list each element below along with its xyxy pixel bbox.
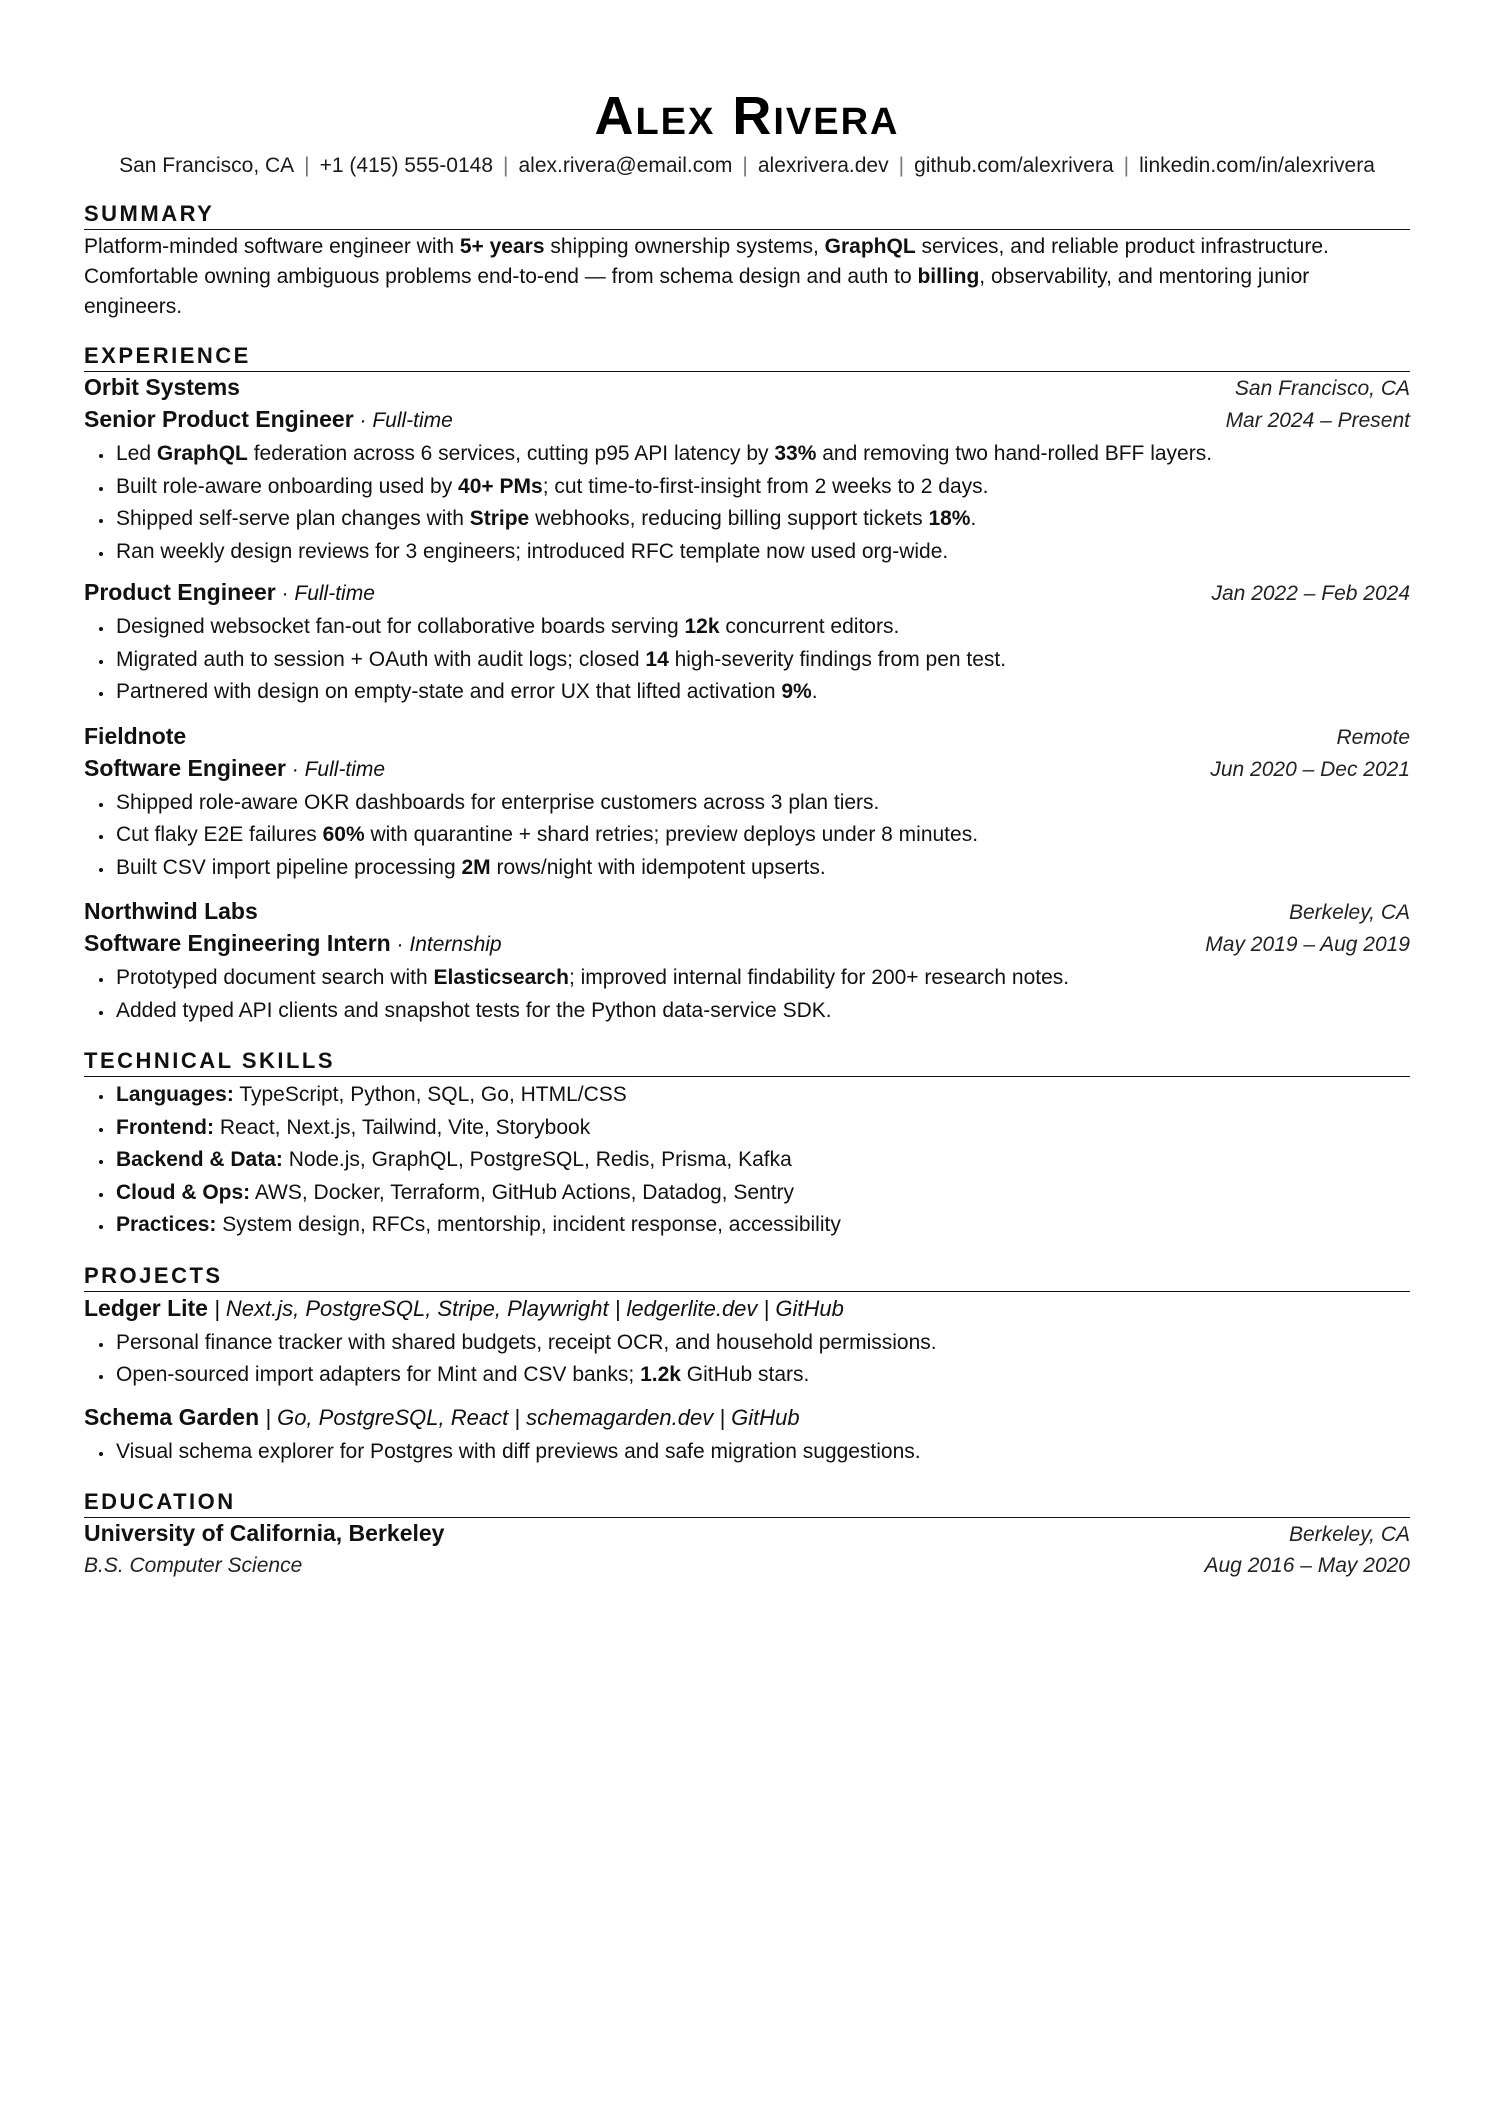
role-bullets xyxy=(84,438,1410,568)
skills-section xyxy=(84,1047,1410,1242)
text-run: Ran weekly design reviews for 3 engineers; introduced RFC template now used org-wide. xyxy=(116,539,949,563)
text-run: Built role-aware onboarding used by xyxy=(116,474,459,498)
text-run: federation across 6 services, cutting p95 API latency by xyxy=(247,442,775,465)
role-dates: May 2019 – Aug 2019 xyxy=(1205,933,1410,956)
degree: B.S. Computer Science xyxy=(84,1554,303,1577)
role-title-group xyxy=(84,753,385,785)
text-run: Led xyxy=(116,442,157,465)
skill-category: Languages: xyxy=(116,1083,234,1106)
org-header xyxy=(84,372,1410,404)
role-dates: Mar 2024 – Present xyxy=(1225,409,1410,432)
company-location: San Francisco, CA xyxy=(1234,377,1410,400)
section-title-skills: TECHNICAL SKILLS xyxy=(84,1047,1410,1077)
skill-values: TypeScript, Python, SQL, Go, HTML/CSS xyxy=(233,1083,627,1106)
bullet-item xyxy=(114,787,1410,820)
bullet-item xyxy=(114,611,1410,644)
projects-list xyxy=(84,1292,1410,1469)
text-run: webhooks, reducing billing support tickets xyxy=(529,507,929,530)
bold-text: 33% xyxy=(774,442,817,465)
skill-values: System design, RFCs, mentorship, incident response, accessibility xyxy=(216,1213,841,1236)
bold-text: 9% xyxy=(781,680,812,703)
project-meta: | Go, PostgreSQL, React | schemagarden.dev | GitHub xyxy=(259,1404,800,1430)
text-run: high-severity findings from pen test. xyxy=(668,647,1007,671)
bold-text: Elasticsearch xyxy=(433,966,569,989)
skill-values: Node.js, GraphQL, PostgreSQL, Redis, Prisma, Kafka xyxy=(282,1148,792,1171)
bold-text: 18% xyxy=(928,507,971,530)
role-title: Software Engineering Intern xyxy=(84,930,391,956)
employment-type: · Full-time xyxy=(275,582,375,605)
experience-org xyxy=(84,884,1410,1027)
contact-item: San Francisco, CA xyxy=(119,154,295,177)
company-location: Berkeley, CA xyxy=(1289,901,1410,924)
bullet-item xyxy=(114,962,1410,995)
role-bullets xyxy=(84,787,1410,885)
experience-org xyxy=(84,372,1410,709)
text-run: services, and reliable product infrastructure. Comfortable owning ambiguous problems end-to-end — from schema design and auth to xyxy=(84,235,1329,288)
contact-separator: | xyxy=(742,154,748,177)
education-detail xyxy=(84,1550,1410,1582)
role-header xyxy=(84,928,1410,960)
bold-text: 12k xyxy=(684,615,720,638)
company-location: Remote xyxy=(1336,725,1410,749)
project-bullets xyxy=(84,1327,1410,1392)
experience-list xyxy=(84,372,1410,1027)
text-run: and removing two hand-rolled BFF layers. xyxy=(816,442,1213,465)
school-location: Berkeley, CA xyxy=(1289,1523,1410,1546)
employment-type: · Internship xyxy=(390,933,502,956)
role-title: Senior Product Engineer xyxy=(84,406,354,432)
role-dates: Jan 2022 – Feb 2024 xyxy=(1211,582,1410,605)
contact-item: github.com/alexrivera xyxy=(914,154,1114,177)
bold-text: 60% xyxy=(322,823,365,846)
resume-content xyxy=(84,86,1410,1582)
bold-text: 2M xyxy=(461,855,491,879)
company-name: Orbit Systems xyxy=(84,374,240,400)
text-run: , observability, and mentoring junior engineers. xyxy=(84,265,1310,318)
section-title-education: EDUCATION xyxy=(84,1488,1410,1518)
skill-values: React, Next.js, Tailwind, Vite, Storybook xyxy=(213,1115,591,1139)
role-header xyxy=(84,577,1410,609)
education-section xyxy=(84,1488,1410,1582)
projects-section xyxy=(84,1262,1410,1469)
education-header xyxy=(84,1518,1410,1550)
text-run: Added typed API clients and snapshot tests for the Python data-service SDK. xyxy=(116,998,832,1022)
contact-separator: | xyxy=(304,154,310,177)
text-run: concurrent editors. xyxy=(719,615,900,638)
spacer xyxy=(84,568,1410,577)
role-bullets xyxy=(84,962,1410,1027)
education-dates: Aug 2016 – May 2020 xyxy=(1204,1554,1410,1577)
text-run: Built CSV import pipeline processing xyxy=(116,855,462,879)
text-run: Shipped self-serve plan changes with xyxy=(116,507,470,530)
text-run: . xyxy=(970,507,977,530)
role-title-group xyxy=(84,404,453,436)
text-run: Cut flaky E2E failures xyxy=(116,823,323,846)
role-dates: Jun 2020 – Dec 2021 xyxy=(1210,757,1410,781)
text-run: Prototyped document search with xyxy=(116,966,434,989)
skill-category: Frontend: xyxy=(116,1115,214,1139)
project-bullets xyxy=(84,1436,1410,1469)
contact-separator: | xyxy=(1123,154,1130,177)
skill-item xyxy=(114,1079,1410,1112)
spacer xyxy=(84,709,1410,721)
company-name: Northwind Labs xyxy=(84,898,258,924)
skill-item xyxy=(114,1112,1410,1145)
spacer xyxy=(84,884,1410,896)
bullet-item xyxy=(114,995,1410,1028)
section-title-experience: EXPERIENCE xyxy=(84,342,1410,372)
experience-section xyxy=(84,342,1410,1027)
employment-type: · Full-time xyxy=(353,409,453,432)
project-name: Schema Garden xyxy=(84,1403,260,1430)
summary-text xyxy=(84,232,1410,322)
candidate-name: Alex Rivera xyxy=(594,86,900,146)
contact-item: linkedin.com/in/alexrivera xyxy=(1139,154,1375,177)
spacer xyxy=(84,1392,1410,1401)
text-run: ; cut time-to-first-insight from 2 weeks to 2 days. xyxy=(542,474,989,498)
project-meta: | Next.js, PostgreSQL, Stripe, Playwright | ledgerlite.dev | GitHub xyxy=(207,1295,844,1321)
bold-text: 40+ PMs xyxy=(458,474,543,498)
bold-text: billing xyxy=(917,265,980,288)
skill-item xyxy=(114,1177,1410,1210)
experience-org xyxy=(84,709,1410,885)
role-title-group xyxy=(84,577,375,609)
contact-separator: | xyxy=(503,154,509,177)
text-run: GitHub stars. xyxy=(680,1363,810,1386)
skill-category: Cloud & Ops: xyxy=(116,1180,251,1204)
summary-section xyxy=(84,200,1410,322)
bullet-item xyxy=(114,644,1410,677)
contact-separator: | xyxy=(898,154,905,177)
bullet-item xyxy=(114,1436,1410,1469)
text-run: with quarantine + shard retries; preview deploys under 8 minutes. xyxy=(364,823,979,846)
text-run: Personal finance tracker with shared budgets, receipt OCR, and household permissions. xyxy=(116,1330,937,1354)
employment-type: · Full-time xyxy=(285,757,386,781)
text-run: Open-sourced import adapters for Mint and CSV banks; xyxy=(116,1363,641,1386)
contact-item: alex.rivera@email.com xyxy=(518,154,733,177)
bullet-item xyxy=(114,676,1410,709)
bold-text: GraphQL xyxy=(824,235,916,258)
text-run: Platform-minded software engineer with xyxy=(84,235,460,258)
text-run: Migrated auth to session + OAuth with audit logs; closed xyxy=(116,647,646,671)
bullet-item xyxy=(114,819,1410,852)
skill-category: Backend & Data: xyxy=(116,1148,283,1171)
company-name: Fieldnote xyxy=(84,722,187,749)
bullet-item xyxy=(114,536,1410,569)
skill-values: AWS, Docker, Terraform, GitHub Actions, Datadog, Sentry xyxy=(250,1180,795,1204)
text-run: ; improved internal findability for 200+ research notes. xyxy=(568,966,1070,989)
text-run: Partnered with design on empty-state and error UX that lifted activation xyxy=(116,680,782,703)
role-header xyxy=(84,753,1410,785)
skills-list xyxy=(84,1079,1410,1242)
bullet-item xyxy=(114,852,1410,885)
bullet-item xyxy=(114,503,1410,536)
bold-text: 1.2k xyxy=(640,1363,681,1386)
section-title-summary: SUMMARY xyxy=(84,200,1410,230)
text-run: Visual schema explorer for Postgres with diff previews and safe migration suggestions. xyxy=(116,1439,921,1463)
bullet-item xyxy=(114,1359,1410,1392)
skill-item xyxy=(114,1209,1410,1242)
bold-text: Stripe xyxy=(469,507,530,530)
bullet-item xyxy=(114,1327,1410,1360)
bold-text: 14 xyxy=(645,647,669,671)
org-header xyxy=(84,721,1410,753)
role-bullets xyxy=(84,611,1410,709)
text-run: . xyxy=(811,680,818,703)
contact-line xyxy=(84,152,1410,180)
role-title: Software Engineer xyxy=(84,754,286,781)
role-title: Product Engineer xyxy=(84,579,276,605)
bold-text: 5+ years xyxy=(459,235,545,258)
bold-text: GraphQL xyxy=(156,442,248,465)
project-header xyxy=(84,1401,1410,1434)
project-name: Ledger Lite xyxy=(84,1294,208,1321)
project-header xyxy=(84,1292,1410,1325)
school-name: University of California, Berkeley xyxy=(84,1520,445,1546)
contact-item: alexrivera.dev xyxy=(757,154,889,177)
section-title-projects: PROJECTS xyxy=(84,1262,1410,1292)
skill-category: Practices: xyxy=(116,1213,217,1236)
text-run: Designed websocket fan-out for collaborative boards serving xyxy=(116,615,685,638)
skill-item xyxy=(114,1144,1410,1177)
text-run: Shipped role-aware OKR dashboards for enterprise customers across 3 plan tiers. xyxy=(116,790,880,814)
role-title-group xyxy=(84,928,502,960)
contact-item: +1 (415) 555-0148 xyxy=(319,154,494,177)
bullet-item xyxy=(114,471,1410,504)
text-run: shipping ownership systems, xyxy=(544,235,825,258)
org-header xyxy=(84,896,1410,928)
bullet-item xyxy=(114,438,1410,471)
text-run: rows/night with idempotent upserts. xyxy=(490,855,826,879)
role-header xyxy=(84,404,1410,436)
